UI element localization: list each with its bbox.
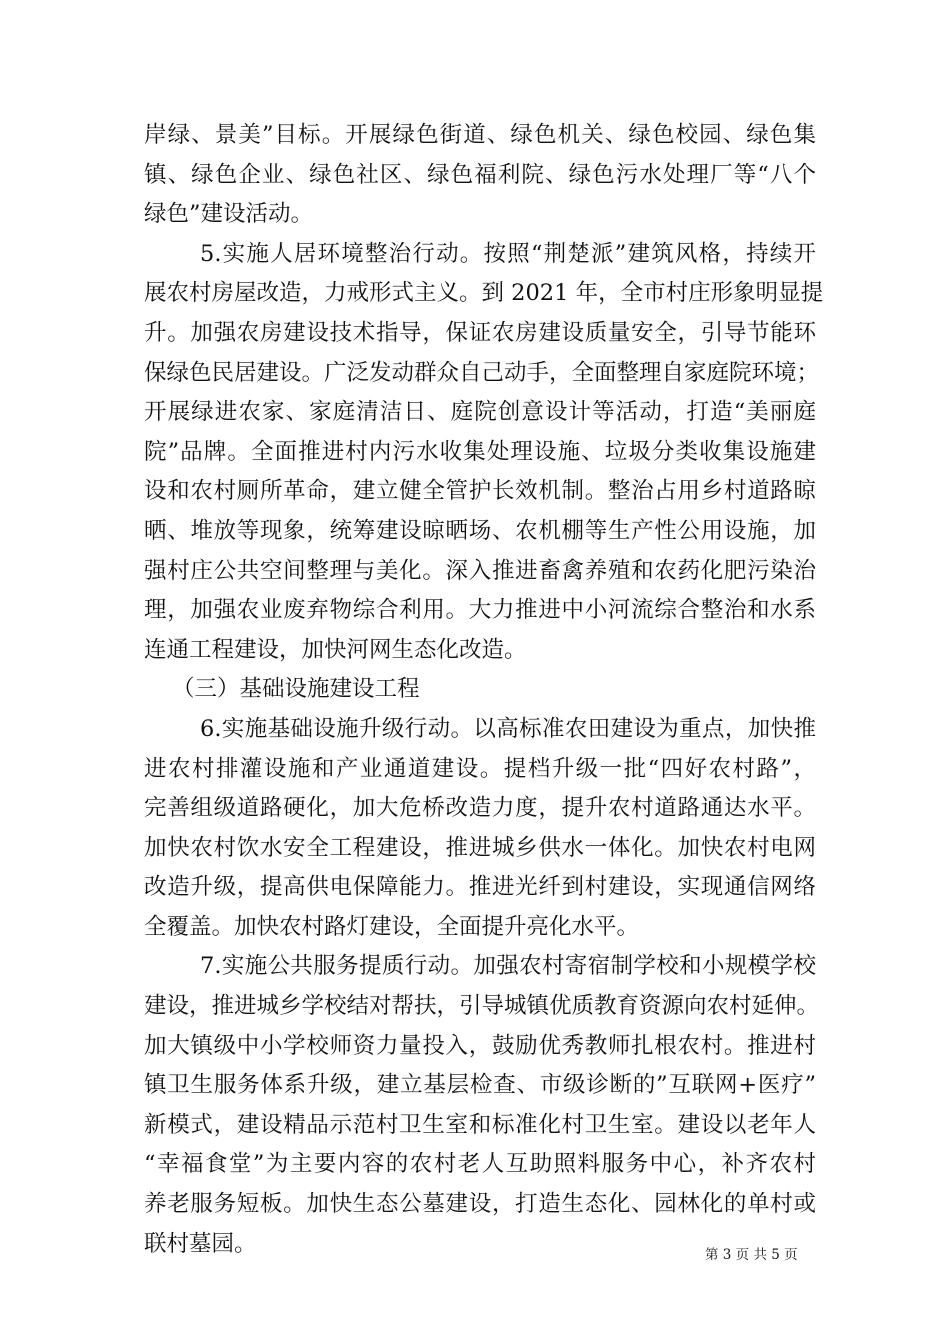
text-line: 连通工程建设，加快河网生态化改造。 (144, 636, 527, 663)
page-number: 第 3 页 共 5 页 (705, 1247, 798, 1263)
text-line: 理，加强农业废弃物综合利用。大力推进中小河流综合整治和水系 (144, 597, 816, 624)
text-line: 完善组级道路硬化，加大危桥改造力度，提升农村道路通达水平。 (144, 795, 816, 822)
text-line: 建设，推进城乡学校结对帮扶，引导城镇优质教育资源向农村延伸。 (144, 993, 820, 1020)
text-line: 设和农村厕所革命，建立健全管护长效机制。整治占用乡村道路晾 (144, 478, 816, 505)
text-line: 养老服务短板。加快生态公墓建设，打造生态化、园林化的单村或 (144, 1191, 816, 1218)
text-line: 7.实施公共服务提质行动。加强农村寄宿制学校和小规模学校 (200, 953, 816, 980)
text-line: 保绿色民居建设。广泛发动群众自己动手，全面整理自家庭院环境； (144, 359, 820, 386)
text-line: 院”品牌。全面推进村内污水收集处理设施、垃圾分类收集设施建 (144, 438, 816, 465)
text-lines (144, 116, 824, 1264)
text-line: 绿色”建设活动。 (144, 201, 314, 228)
text-line: “幸福食堂”为主要内容的农村老人互助照料服务中心，补齐农村 (144, 1151, 816, 1178)
text-line: 加快农村饮水安全工程建设，推进城乡供水一体化。加快农村电网 (144, 834, 816, 861)
text-line: 强村庄公共空间整理与美化。深入推进畜禽养殖和农药化肥污染治 (144, 557, 816, 584)
text-line: 全覆盖。加快农村路灯建设，全面提升亮化水平。 (144, 913, 640, 940)
text-line: 6.实施基础设施升级行动。以高标准农田建设为重点，加快推 (200, 715, 816, 742)
text-line: 加大镇级中小学校师资力量投入，鼓励优秀教师扎根农村。推进村 (144, 1032, 816, 1059)
text-line: 新模式，建设精品示范村卫生室和标准化村卫生室。建设以老年人 (144, 1111, 816, 1138)
text-line: 5.实施人居环境整治行动。按照“荆楚派”建筑风格，持续开 (200, 240, 816, 267)
text-line: 镇、绿色企业、绿色社区、绿色福利院、绿色污水处理厂等“八个 (144, 161, 816, 188)
text-line: （三）基础设施建设工程 (172, 676, 420, 703)
text-line: 开展绿进农家、家庭清洁日、庭院创意设计等活动，打造“美丽庭 (144, 399, 816, 426)
document-body (144, 116, 824, 1264)
text-line: 改造升级，提高供电保障能力。推进光纤到村建设，实现通信网络 (144, 874, 816, 901)
text-line: 进农村排灌设施和产业通道建设。提档升级一批“四好农村路”， (144, 755, 816, 782)
text-line: 晒、堆放等现象，统筹建设晾晒场、农机棚等生产性公用设施，加 (144, 517, 816, 544)
text-line: 岸绿、景美”目标。开展绿色街道、绿色机关、绿色校园、绿色集 (144, 122, 816, 148)
text-line: 展农村房屋改造，力戒形式主义。到 2021 年，全市村庄形象明显提 (144, 280, 824, 307)
text-line: 镇卫生服务体系升级，建立基层检查、市级诊断的”互联网+医疗” (144, 1072, 816, 1099)
text-line: 升。加强农房建设技术指导，保证农房建设质量安全，引导节能环 (144, 319, 816, 346)
text-line: 联村墓园。 (144, 1230, 257, 1257)
